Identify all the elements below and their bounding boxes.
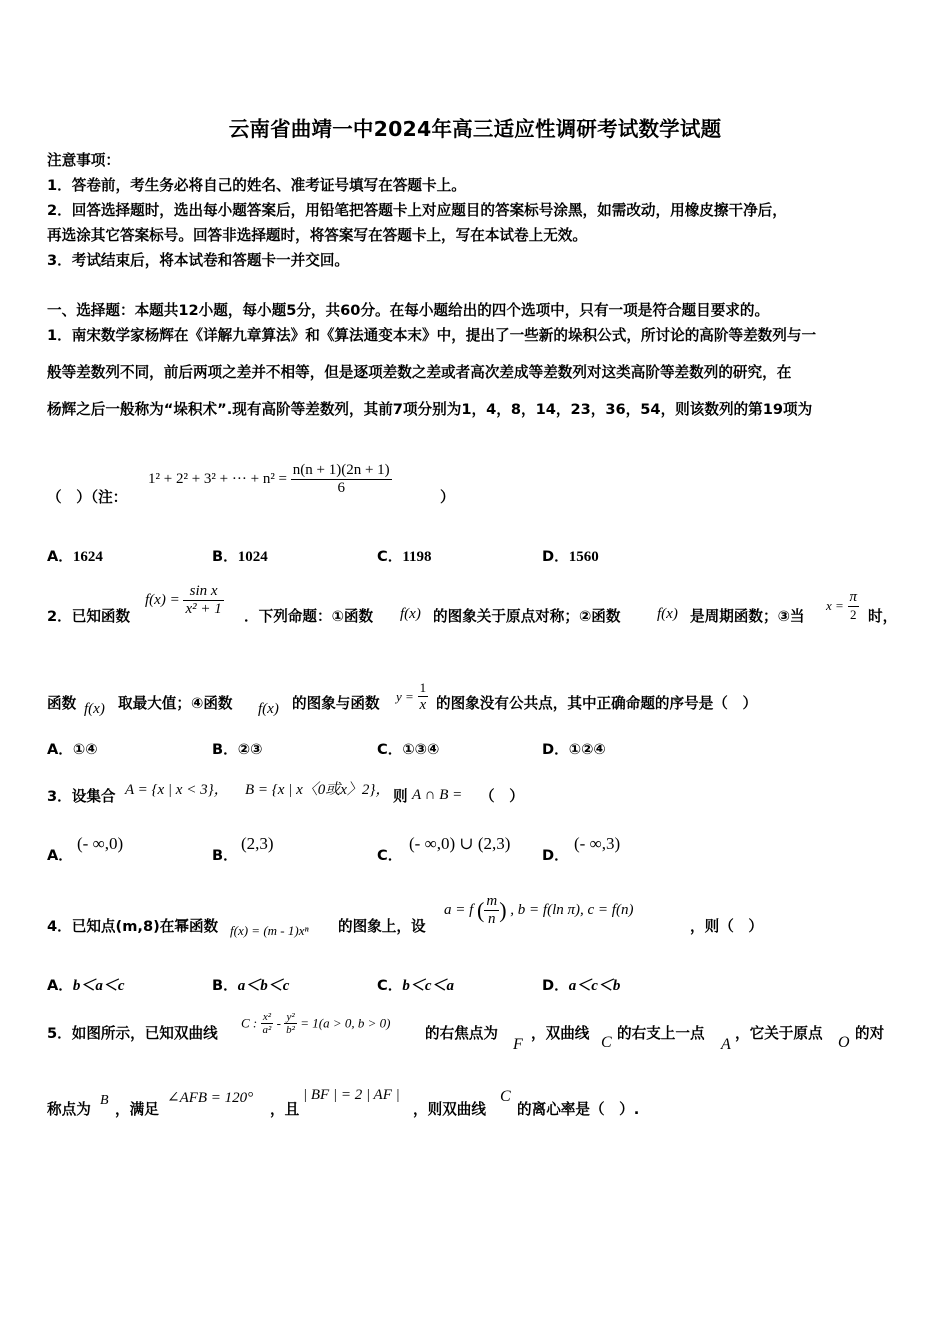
notice-item: 再选涂其它答案标号。回答非选择题时，将答案写在答题卡上，写在本试卷上无效。 bbox=[47, 227, 587, 244]
function-fraction bbox=[183, 583, 223, 618]
option-text: 1198 bbox=[402, 549, 432, 565]
option-b-interval: (2,3) bbox=[241, 834, 274, 853]
q2-fx: f(x) bbox=[258, 701, 279, 717]
option-letter: A． bbox=[47, 847, 73, 864]
fraction-numerator: π bbox=[849, 589, 858, 605]
option-a bbox=[47, 847, 73, 865]
q4-values bbox=[444, 893, 633, 928]
q2-y-one-over-x bbox=[396, 680, 428, 714]
q2-fx: f(x) bbox=[657, 606, 678, 622]
m-over-n bbox=[484, 893, 499, 928]
q2-text: 的图象没有公共点，其中正确命题的序号是（ ） bbox=[436, 695, 758, 712]
a-equals: a = f bbox=[444, 902, 474, 918]
one-over-x bbox=[418, 680, 429, 714]
q3-intersection: A ∩ B = bbox=[412, 787, 463, 803]
fraction-denominator: a² bbox=[262, 1024, 272, 1036]
option-b bbox=[212, 847, 238, 865]
left-paren: ( bbox=[477, 897, 485, 923]
option-c bbox=[377, 977, 454, 995]
q2-text: 是周期函数；③当 bbox=[690, 608, 805, 625]
q1-sum-formula bbox=[148, 462, 392, 497]
q2-text: 取最大值；④函数 bbox=[118, 695, 233, 712]
point-b: B bbox=[100, 1093, 109, 1108]
option-text: b＜a＜c bbox=[72, 978, 125, 994]
option-letter: D． bbox=[542, 847, 569, 864]
angle-afb: ∠AFB = 120° bbox=[167, 1090, 254, 1106]
fraction-numerator: m bbox=[486, 893, 498, 909]
option-letter: B． bbox=[212, 548, 238, 565]
fraction-numerator: n(n + 1)(2n + 1) bbox=[292, 462, 390, 478]
q1-tail-prefix: （ ）（注： bbox=[47, 489, 128, 506]
q5-text: 称点为 bbox=[47, 1101, 91, 1118]
formula-left: 1² + 2² + 3² + ··· + n² = bbox=[148, 471, 288, 487]
q2-function-def bbox=[145, 583, 224, 618]
option-c-interval: (- ∞,0) ∪ (2,3) bbox=[409, 834, 511, 853]
option-c bbox=[377, 847, 402, 865]
point-o: O bbox=[838, 1034, 850, 1051]
option-text: ①④ bbox=[72, 741, 98, 758]
curve-label: C : bbox=[241, 1015, 258, 1031]
b-c-values: , b = f(ln π), c = f(n) bbox=[510, 902, 634, 918]
section-header: 一、选择题：本题共12小题，每小题5分，共60分。在每小题给出的四个选项中，只有一项是符合题目要求的。 bbox=[47, 302, 770, 319]
option-d bbox=[542, 741, 606, 759]
q2-text: 的图象关于原点对称；②函数 bbox=[433, 608, 621, 625]
q4-power-function: f(x) = (m - 1)xⁿ bbox=[230, 923, 309, 938]
q4-text: 的图象上，设 bbox=[338, 918, 426, 935]
curve-c: C bbox=[500, 1088, 511, 1105]
y2-over-b2 bbox=[284, 1011, 297, 1036]
option-text: ①②④ bbox=[568, 741, 606, 758]
option-text: a＜c＜b bbox=[568, 978, 621, 994]
minus-sign: - bbox=[276, 1015, 281, 1031]
option-letter: D． bbox=[542, 977, 569, 994]
fraction-denominator: 2 bbox=[850, 607, 857, 622]
option-letter: A． bbox=[47, 548, 73, 565]
hyperbola-condition: = 1(a > 0, b > 0) bbox=[300, 1015, 391, 1031]
q3-lead: 3．设集合 bbox=[47, 788, 116, 805]
x2-over-a2 bbox=[261, 1011, 274, 1036]
q5-hyperbola bbox=[241, 1011, 390, 1036]
function-left: f(x) = bbox=[145, 592, 180, 608]
option-d bbox=[542, 548, 599, 566]
length-relation: | BF | = 2 | AF | bbox=[303, 1087, 400, 1103]
fraction-denominator: 6 bbox=[337, 480, 345, 496]
option-c bbox=[377, 548, 432, 566]
notice-heading: 注意事项： bbox=[47, 152, 120, 169]
option-text: 1560 bbox=[568, 549, 599, 565]
fraction-numerator: y² bbox=[284, 1011, 297, 1024]
q5-text: 的右焦点为 bbox=[425, 1025, 498, 1042]
option-text: 1624 bbox=[72, 549, 103, 565]
option-letter: B． bbox=[212, 847, 238, 864]
option-a bbox=[47, 548, 103, 566]
y-equals: y = bbox=[396, 689, 414, 704]
pi-over-two bbox=[848, 589, 860, 623]
curve-c: C bbox=[601, 1034, 612, 1051]
option-text: ①③④ bbox=[402, 741, 440, 758]
q5-text: 的离心率是（ ）. bbox=[517, 1101, 640, 1118]
option-text: 1024 bbox=[237, 549, 268, 565]
q5-text: ，则双曲线 bbox=[413, 1101, 486, 1118]
q2-text: ．下列命题：①函数 bbox=[244, 608, 374, 625]
right-paren: ) bbox=[499, 897, 507, 923]
fraction-numerator: x² bbox=[261, 1011, 274, 1024]
q1-line: 般等差数列不同，前后两项之差并不相等，但是逐项差数之差或者高次差成等差数列对这类高阶等差数列的研究，在 bbox=[47, 364, 792, 381]
option-d-interval: (- ∞,3) bbox=[574, 834, 621, 853]
option-letter: A． bbox=[47, 977, 73, 994]
q2-fx: f(x) bbox=[400, 606, 421, 622]
option-letter: D． bbox=[542, 741, 569, 758]
q2-lead: 2．已知函数 bbox=[47, 608, 131, 625]
notice-item: 2．回答选择题时，选出每小题答案后，用铅笔把答题卡上对应题目的答案标号涂黑，如需改动，用橡皮擦干净后， bbox=[47, 202, 787, 219]
option-d bbox=[542, 847, 569, 865]
q5-text: ，且 bbox=[270, 1101, 300, 1118]
q5-text: ，双曲线 bbox=[531, 1025, 590, 1042]
fraction-denominator: n bbox=[488, 911, 496, 927]
option-letter: C． bbox=[377, 548, 403, 565]
point-f: F bbox=[513, 1036, 523, 1053]
q2-fx: f(x) bbox=[84, 701, 105, 717]
q2-x-value bbox=[826, 589, 859, 623]
option-c bbox=[377, 741, 439, 759]
q2-text: 函数 bbox=[47, 695, 77, 712]
fraction-numerator: sin x bbox=[183, 583, 223, 601]
option-a bbox=[47, 977, 125, 995]
q3-text: 则 bbox=[393, 788, 408, 805]
option-letter: C． bbox=[377, 741, 403, 758]
option-text: a＜b＜c bbox=[237, 978, 290, 994]
q3-paren: （ ） bbox=[480, 788, 524, 805]
q1-line: 杨辉之后一般称为“垛积术”.现有高阶等差数列，其前7项分别为1，4，8，14，23，36，54，则该数列的第19项为 bbox=[47, 401, 813, 418]
q4-tail: ，则（ ） bbox=[690, 918, 763, 935]
q2-text: 的图象与函数 bbox=[292, 695, 380, 712]
x-equals: x = bbox=[826, 598, 844, 613]
fraction-denominator: b² bbox=[286, 1024, 295, 1036]
q1-line: 1．南宋数学家杨辉在《详解九章算法》和《算法通变本末》中，提出了一些新的垛积公式，所讨论的高阶等差数列与一 bbox=[47, 327, 817, 344]
formula-fraction bbox=[291, 462, 392, 497]
option-letter: B． bbox=[212, 977, 238, 994]
option-letter: C． bbox=[377, 847, 403, 864]
option-b bbox=[212, 741, 262, 759]
option-text: b＜c＜a bbox=[402, 978, 454, 994]
option-a-interval: (- ∞,0) bbox=[77, 834, 124, 853]
option-a bbox=[47, 741, 98, 759]
fraction-denominator: x² + 1 bbox=[185, 601, 222, 617]
q3-set-a: A = {x | x < 3}， bbox=[125, 782, 229, 798]
q5-text: ，它关于原点 bbox=[735, 1025, 823, 1042]
notice-item: 3．考试结束后，将本试卷和答题卡一并交回。 bbox=[47, 252, 350, 269]
q4-lead: 4．已知点(m,8)在幂函数 bbox=[47, 918, 219, 935]
notice-item: 1．答卷前，考生务必将自己的姓名、准考证号填写在答题卡上。 bbox=[47, 177, 466, 194]
option-letter: C． bbox=[377, 977, 403, 994]
option-text: ②③ bbox=[237, 741, 263, 758]
option-b bbox=[212, 548, 268, 566]
fraction-numerator: 1 bbox=[418, 680, 429, 697]
option-b bbox=[212, 977, 289, 995]
option-letter: B． bbox=[212, 741, 238, 758]
option-d bbox=[542, 977, 620, 995]
q3-set-b: B = {x | x〈0或x〉2}， bbox=[245, 782, 391, 798]
option-letter: D． bbox=[542, 548, 569, 565]
option-letter: A． bbox=[47, 741, 73, 758]
q5-text: 的右支上一点 bbox=[617, 1025, 705, 1042]
point-a: A bbox=[721, 1036, 731, 1053]
q5-text: 的对 bbox=[855, 1025, 885, 1042]
q2-text: 时， bbox=[868, 608, 898, 625]
fraction-denominator: x bbox=[419, 697, 427, 713]
q5-text: ，满足 bbox=[115, 1101, 159, 1118]
page-title: 云南省曲靖一中2024年高三适应性调研考试数学试题 bbox=[228, 117, 722, 141]
q5-lead: 5．如图所示，已知双曲线 bbox=[47, 1025, 218, 1042]
q1-tail-suffix: ） bbox=[440, 489, 455, 506]
